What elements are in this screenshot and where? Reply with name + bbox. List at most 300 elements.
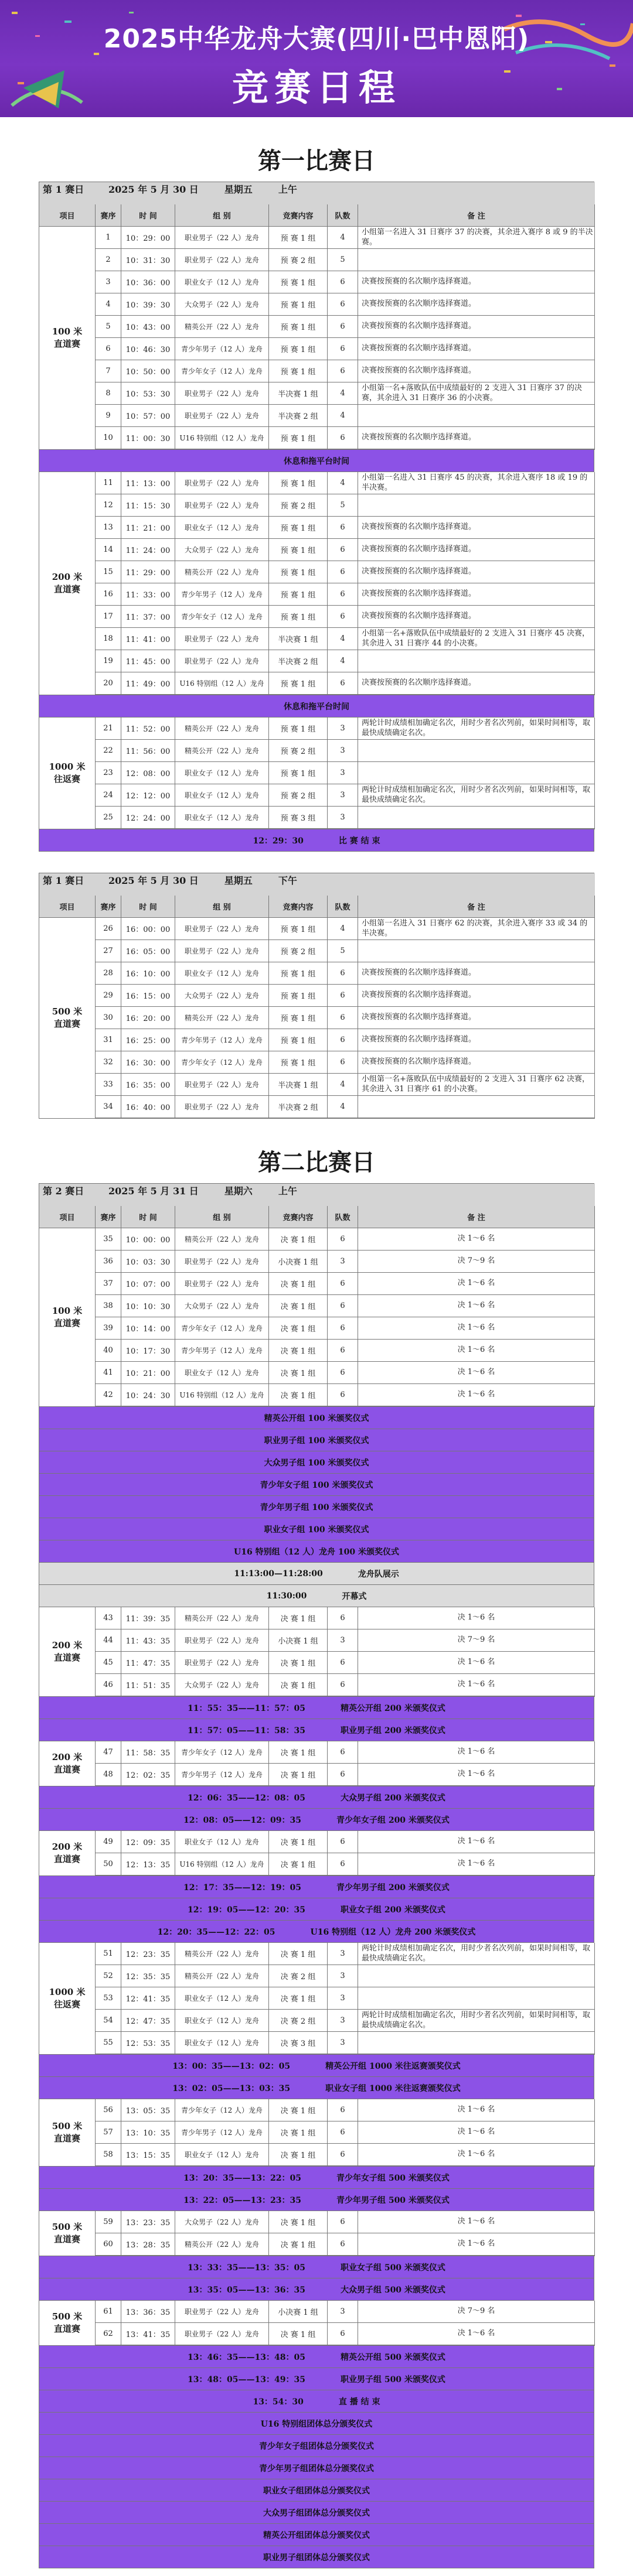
race-no: 36	[96, 1251, 121, 1273]
ceremony-bar	[39, 2278, 594, 2301]
race-note	[358, 249, 595, 271]
race-note	[358, 2032, 595, 2054]
schedule-row	[96, 762, 594, 784]
race-no: 17	[96, 606, 121, 628]
race-content: 预 赛 1 组	[269, 918, 328, 940]
event-block	[39, 1831, 594, 1876]
team-count: 4	[328, 472, 358, 494]
schedule-row	[96, 2301, 594, 2323]
race-no: 48	[96, 1764, 121, 1786]
team-count: 6	[328, 2211, 358, 2233]
race-no: 60	[96, 2233, 121, 2256]
schedule-row	[96, 1652, 594, 1674]
ceremony-bar	[39, 1876, 594, 1898]
team-count: 4	[328, 382, 358, 405]
race-note: 决 1～6 名	[358, 1340, 595, 1362]
ceremony-name: 比 赛 结 束	[338, 836, 380, 846]
ceremony-name: 大众男子组 200 米颁奖仪式	[340, 1793, 445, 1803]
day2-title: 第二比赛日	[258, 1149, 375, 1176]
schedule-row	[96, 962, 594, 985]
race-content: 小决赛 1 组	[269, 1251, 328, 1273]
event-name: 100 米 直道赛	[39, 1228, 96, 1407]
race-no: 22	[96, 740, 121, 762]
race-no: 28	[96, 962, 121, 985]
race-time: 16：30：00	[121, 1051, 175, 1074]
team-ceremony-bar: U16 特别组团体总分颁奖仪式	[39, 2413, 594, 2435]
schedule-row	[96, 405, 594, 427]
ceremony-bar	[39, 2256, 594, 2278]
schedule-row	[96, 227, 594, 249]
race-note: 决赛按预赛的名次顺序选择赛道。	[358, 1029, 595, 1051]
ceremony-name: 精英公开组 1000 米往返赛颁奖仪式	[325, 2061, 461, 2071]
race-time: 11：13：00	[121, 472, 175, 494]
race-no: 18	[96, 628, 121, 650]
race-no: 39	[96, 1317, 121, 1340]
race-group: 职业男子（22 人）龙舟	[175, 918, 269, 940]
event-name: 200 米 直道赛	[39, 472, 96, 695]
team-count: 6	[328, 427, 358, 449]
race-content: 预 赛 3 组	[269, 807, 328, 829]
schedule-row	[96, 650, 594, 672]
col-note: 备 注	[358, 1206, 595, 1228]
event-name: 1000 米 往返赛	[39, 1943, 96, 2055]
race-content: 决 赛 1 组	[269, 1987, 328, 2010]
race-note: 小组第一名+落败队伍中成绩最好的 2 支进入 31 日赛序 37 的决赛，其余进入 31 日赛序 36 的小决赛。	[358, 382, 595, 405]
col-event: 项目	[39, 1206, 96, 1228]
race-no: 16	[96, 583, 121, 606]
team-count: 6	[328, 1273, 358, 1295]
race-note: 决赛按预赛的名次顺序选择赛道。	[358, 427, 595, 449]
race-time: 12：41：35	[121, 1987, 175, 2010]
race-time: 12：02：35	[121, 1764, 175, 1786]
schedule-row	[96, 1340, 594, 1362]
race-note: 决 1～6 名	[358, 1295, 595, 1317]
ceremony-name: 职业女子组 500 米颁奖仪式	[340, 2263, 445, 2273]
race-content: 预 赛 2 组	[269, 784, 328, 807]
race-group: 职业女子（12 人）龙舟	[175, 1987, 269, 2010]
schedule-row	[96, 718, 594, 740]
event-block	[39, 1228, 594, 1407]
schedule-row	[96, 382, 594, 405]
ceremony-time: 13：20：35——13：22：05	[183, 2173, 301, 2183]
race-content: 预 赛 1 组	[269, 1007, 328, 1029]
race-no: 27	[96, 940, 121, 962]
race-group: 精英公开（22 人）龙舟	[175, 1943, 269, 1965]
ceremony-bar: 职业男子组 100 米颁奖仪式	[39, 1429, 594, 1451]
banner	[0, 0, 633, 117]
race-note: 两轮计时成绩相加确定名次，用时少者名次列前，如果时间相等，取最快成绩确定名次。	[358, 718, 595, 740]
schedule-row	[96, 1629, 594, 1652]
race-no: 55	[96, 2032, 121, 2054]
race-no: 51	[96, 1943, 121, 1965]
col-content: 竞赛内容	[269, 204, 328, 227]
ceremony-bar	[39, 1809, 594, 1831]
race-time: 12：53：35	[121, 2032, 175, 2054]
date-half: 上午	[278, 1185, 297, 1197]
race-time: 11：49：00	[121, 672, 175, 695]
ceremony-bar	[39, 1786, 594, 1809]
race-content: 预 赛 1 组	[269, 583, 328, 606]
event-block	[39, 1741, 594, 1786]
event-block	[39, 472, 594, 695]
schedule-row	[96, 293, 594, 316]
team-count: 3	[328, 2301, 358, 2323]
team-ceremony-bar: 大众男子组团体总分颁奖仪式	[39, 2502, 594, 2524]
race-note: 决 1～6 名	[358, 1741, 595, 1764]
team-count: 6	[328, 1295, 358, 1317]
race-note: 决 1～6 名	[358, 1674, 595, 1696]
team-count: 4	[328, 227, 358, 249]
race-note: 决 1～6 名	[358, 1831, 595, 1853]
race-no: 3	[96, 271, 121, 293]
event-title: 2025中华龙舟大赛(四川·巴中恩阳)	[103, 24, 530, 54]
team-count: 3	[328, 718, 358, 740]
col-content: 竞赛内容	[269, 896, 328, 918]
ceremony-time: 13：02：05——13：03：35	[172, 2083, 291, 2093]
race-content: 决 赛 1 组	[269, 1295, 328, 1317]
schedule-row	[96, 628, 594, 650]
end-bar	[39, 829, 594, 852]
race-no: 6	[96, 338, 121, 360]
race-note: 决 1～6 名	[358, 1764, 595, 1786]
race-content: 预 赛 2 组	[269, 740, 328, 762]
race-group: 青少年男子（12 人）龙舟	[175, 2121, 269, 2144]
race-no: 15	[96, 561, 121, 583]
race-note: 决 1～6 名	[358, 1607, 595, 1629]
schedule-row	[96, 1674, 594, 1696]
race-note: 决 1～6 名	[358, 2099, 595, 2121]
date-cell	[96, 182, 595, 204]
race-group: 精英公开（22 人）龙舟	[175, 718, 269, 740]
col-no: 赛序	[96, 204, 121, 227]
race-group: 精英公开（22 人）龙舟	[175, 740, 269, 762]
col-content: 竞赛内容	[269, 1206, 328, 1228]
team-count: 6	[328, 1607, 358, 1629]
col-group: 组 别	[175, 1206, 269, 1228]
race-note	[358, 1987, 595, 2010]
event-rows	[96, 472, 595, 695]
race-time: 11：47：35	[121, 1652, 175, 1674]
schedule-row	[96, 539, 594, 561]
team-count: 3	[328, 1629, 358, 1652]
race-group: 大众男子（22 人）龙舟	[175, 1674, 269, 1696]
team-count: 6	[328, 1764, 358, 1786]
race-time: 12：24：00	[121, 807, 175, 829]
race-content: 决 赛 1 组	[269, 2323, 328, 2345]
race-time: 16：05：00	[121, 940, 175, 962]
race-time: 11：52：00	[121, 718, 175, 740]
race-no: 10	[96, 427, 121, 449]
race-no: 4	[96, 293, 121, 316]
date-date: 2025 年 5 月 30 日	[108, 875, 199, 886]
race-no: 33	[96, 1074, 121, 1096]
team-count: 5	[328, 249, 358, 271]
race-content: 预 赛 1 组	[269, 360, 328, 382]
event-rows	[96, 918, 595, 1119]
schedule-row	[96, 2121, 594, 2144]
date-date: 2025 年 5 月 31 日	[108, 1185, 199, 1197]
race-group: 职业男子（22 人）龙舟	[175, 1273, 269, 1295]
schedule-row	[96, 316, 594, 338]
event-rows	[96, 1741, 595, 1786]
race-no: 40	[96, 1340, 121, 1362]
race-content: 决 赛 1 组	[269, 1317, 328, 1340]
team-count: 6	[328, 583, 358, 606]
race-content: 预 赛 1 组	[269, 718, 328, 740]
race-time: 11：39：35	[121, 1607, 175, 1629]
team-count: 6	[328, 338, 358, 360]
race-note: 决 1～6 名	[358, 1362, 595, 1384]
team-count: 6	[328, 1029, 358, 1051]
race-content: 决 赛 1 组	[269, 2121, 328, 2144]
event-rows	[96, 718, 595, 829]
team-count: 3	[328, 1251, 358, 1273]
race-content: 决 赛 2 组	[269, 1965, 328, 1987]
broadcast-end-bar	[39, 2390, 594, 2413]
team-ceremony-bar: 青少年女子组团体总分颁奖仪式	[39, 2435, 594, 2457]
event-block	[39, 227, 594, 450]
race-time: 13：10：35	[121, 2121, 175, 2144]
race-group: 青少年女子（12 人）龙舟	[175, 1317, 269, 1340]
event-block	[39, 2099, 594, 2167]
team-ceremony-bar: 职业女子组团体总分颁奖仪式	[39, 2479, 594, 2502]
team-count: 6	[328, 1652, 358, 1674]
team-count: 6	[328, 985, 358, 1007]
event-block	[39, 918, 594, 1119]
race-content: 预 赛 1 组	[269, 762, 328, 784]
race-content: 预 赛 1 组	[269, 517, 328, 539]
ceremony-time: 12：08：05——12：09：35	[183, 1815, 301, 1825]
col-time: 时 间	[121, 1206, 175, 1228]
race-group: 大众男子（22 人）龙舟	[175, 985, 269, 1007]
race-content: 决 赛 1 组	[269, 1831, 328, 1853]
race-time: 10：10：30	[121, 1295, 175, 1317]
day-label: 第 2 赛日	[39, 1184, 96, 1206]
event-block	[39, 1607, 594, 1697]
schedule-row	[96, 1096, 594, 1118]
race-note: 决 1～6 名	[358, 2233, 595, 2256]
team-count: 6	[328, 360, 358, 382]
column-header-row	[39, 896, 594, 918]
team-count: 4	[328, 650, 358, 672]
schedule-row	[96, 2144, 594, 2166]
team-count: 4	[328, 1074, 358, 1096]
race-time: 16：35：00	[121, 1074, 175, 1096]
race-content: 决 赛 2 组	[269, 2010, 328, 2032]
race-content: 小决赛 1 组	[269, 2301, 328, 2323]
race-content: 预 赛 1 组	[269, 427, 328, 449]
race-note: 决赛按预赛的名次顺序选择赛道。	[358, 293, 595, 316]
team-count: 6	[328, 672, 358, 695]
race-note: 小组第一名进入 31 日赛序 45 的决赛，其余进入赛序 18 或 19 的半决赛。	[358, 472, 595, 494]
rest-bar: 休息和拖平台时间	[39, 695, 594, 718]
schedule-row	[96, 606, 594, 628]
race-time: 11：21：00	[121, 517, 175, 539]
team-count: 6	[328, 1340, 358, 1362]
ceremony-time: 11：57：05——11：58：35	[188, 1726, 305, 1735]
event-rows	[96, 2211, 595, 2256]
race-note	[358, 1096, 595, 1118]
race-no: 21	[96, 718, 121, 740]
race-time: 11：41：00	[121, 628, 175, 650]
day-label: 第 1 赛日	[39, 182, 96, 204]
race-group: 职业男子（22 人）龙舟	[175, 1251, 269, 1273]
race-time: 12：09：35	[121, 1831, 175, 1853]
race-note: 决 1～6 名	[358, 2323, 595, 2345]
race-group: U16 特别组（12 人）龙舟	[175, 1384, 269, 1406]
date-weekday: 星期六	[224, 1185, 253, 1197]
race-no: 37	[96, 1273, 121, 1295]
schedule-row	[96, 1074, 594, 1096]
day-header-row	[39, 182, 594, 204]
ceremony-name: 大众男子组 500 米颁奖仪式	[340, 2285, 445, 2295]
schedule-row	[96, 1831, 594, 1853]
date-weekday: 星期五	[224, 184, 253, 195]
col-teams: 队数	[328, 896, 358, 918]
race-group: 职业男子（22 人）龙舟	[175, 1074, 269, 1096]
race-group: 职业女子（12 人）龙舟	[175, 2032, 269, 2054]
ceremony-bar: 精英公开组 100 米颁奖仪式	[39, 1407, 594, 1429]
race-content: 决 赛 1 组	[269, 1853, 328, 1875]
race-time: 13：15：35	[121, 2144, 175, 2166]
schedule-row	[96, 1764, 594, 1786]
race-note: 决 1～6 名	[358, 1273, 595, 1295]
team-count: 6	[328, 1741, 358, 1764]
race-content: 预 赛 1 组	[269, 606, 328, 628]
column-header-row	[39, 1206, 594, 1228]
ceremony-time: 11:30:00	[266, 1591, 307, 1601]
schedule-row	[96, 338, 594, 360]
race-group: 职业男子（22 人）龙舟	[175, 1096, 269, 1118]
race-note	[358, 762, 595, 784]
race-note	[358, 940, 595, 962]
race-time: 10：50：00	[121, 360, 175, 382]
race-note	[358, 494, 595, 517]
ceremony-bar	[39, 2167, 594, 2189]
race-no: 44	[96, 1629, 121, 1652]
race-time: 16：10：00	[121, 962, 175, 985]
race-time: 11：58：35	[121, 1741, 175, 1764]
race-time: 11：33：00	[121, 583, 175, 606]
race-content: 半决赛 2 组	[269, 650, 328, 672]
team-count: 6	[328, 1362, 358, 1384]
race-note: 两轮计时成绩相加确定名次，用时少者名次列前，如果时间相等，取最快成绩确定名次。	[358, 2010, 595, 2032]
race-group: 青少年男子（12 人）龙舟	[175, 338, 269, 360]
race-group: 职业男子（22 人）龙舟	[175, 2301, 269, 2323]
schedule-row	[96, 2233, 594, 2256]
team-count: 5	[328, 940, 358, 962]
ceremony-bar: 青少年女子组 100 米颁奖仪式	[39, 1474, 594, 1496]
team-count: 3	[328, 784, 358, 807]
race-note: 决赛按预赛的名次顺序选择赛道。	[358, 338, 595, 360]
race-note: 决 7～9 名	[358, 1629, 595, 1652]
race-note: 决 7～9 名	[358, 2301, 595, 2323]
race-group: 青少年女子（12 人）龙舟	[175, 2099, 269, 2121]
ceremony-bar	[39, 2368, 594, 2390]
team-count: 4	[328, 918, 358, 940]
race-no: 11	[96, 472, 121, 494]
race-note: 决赛按预赛的名次顺序选择赛道。	[358, 517, 595, 539]
race-content: 预 赛 1 组	[269, 1029, 328, 1051]
race-no: 32	[96, 1051, 121, 1074]
event-name: 200 米 直道赛	[39, 1607, 96, 1697]
ceremony-bar	[39, 1898, 594, 1921]
race-note	[358, 807, 595, 829]
ceremony-name: 职业女子组 1000 米往返赛颁奖仪式	[325, 2083, 461, 2093]
race-content: 决 赛 1 组	[269, 1674, 328, 1696]
day1-title: 第一比赛日	[258, 148, 375, 175]
race-time: 11：15：30	[121, 494, 175, 517]
schedule-row	[96, 985, 594, 1007]
race-time: 11：45：00	[121, 650, 175, 672]
ceremony-bar: 青少年男子组 100 米颁奖仪式	[39, 1496, 594, 1518]
race-no: 52	[96, 1965, 121, 1987]
race-note: 决 1～6 名	[358, 1228, 595, 1251]
race-note: 决 1～6 名	[358, 2211, 595, 2233]
race-group: 职业男子（22 人）龙舟	[175, 382, 269, 405]
race-content: 预 赛 2 组	[269, 940, 328, 962]
race-note: 决 1～6 名	[358, 1853, 595, 1875]
race-group: 职业女子（12 人）龙舟	[175, 2144, 269, 2166]
race-group: 精英公开（22 人）龙舟	[175, 316, 269, 338]
race-content: 决 赛 1 组	[269, 1340, 328, 1362]
race-content: 决 赛 1 组	[269, 1741, 328, 1764]
ceremony-time: 13：54：30	[253, 2397, 304, 2407]
team-count: 6	[328, 293, 358, 316]
race-content: 半决赛 2 组	[269, 405, 328, 427]
event-block	[39, 2301, 594, 2346]
ceremony-name: 职业女子组 200 米颁奖仪式	[340, 1905, 445, 1915]
race-group: 职业女子（12 人）龙舟	[175, 517, 269, 539]
col-time: 时 间	[121, 204, 175, 227]
race-content: 预 赛 1 组	[269, 962, 328, 985]
schedule-row	[96, 249, 594, 271]
team-count: 4	[328, 628, 358, 650]
col-event: 项目	[39, 896, 96, 918]
race-group: 职业女子（12 人）龙舟	[175, 962, 269, 985]
race-time: 10：36：00	[121, 271, 175, 293]
race-group: 精英公开（22 人）龙舟	[175, 2233, 269, 2256]
team-count: 6	[328, 1228, 358, 1251]
schedule-row	[96, 360, 594, 382]
race-time: 10：57：00	[121, 405, 175, 427]
race-group: 职业女子（12 人）龙舟	[175, 1831, 269, 1853]
schedule-row	[96, 1384, 594, 1406]
race-group: U16 特别组（12 人）龙舟	[175, 672, 269, 695]
race-time: 11：37：00	[121, 606, 175, 628]
team-count: 6	[328, 561, 358, 583]
col-note: 备 注	[358, 204, 595, 227]
race-note	[358, 650, 595, 672]
schedule-row	[96, 1051, 594, 1074]
race-time: 10：03：30	[121, 1251, 175, 1273]
team-count: 3	[328, 2010, 358, 2032]
schedule-row	[96, 583, 594, 606]
race-no: 54	[96, 2010, 121, 2032]
col-note: 备 注	[358, 896, 595, 918]
schedule-row	[96, 1853, 594, 1875]
race-note: 决赛按预赛的名次顺序选择赛道。	[358, 561, 595, 583]
race-group: 职业男子（22 人）龙舟	[175, 628, 269, 650]
race-group: 职业男子（22 人）龙舟	[175, 650, 269, 672]
race-no: 24	[96, 784, 121, 807]
race-content: 预 赛 2 组	[269, 494, 328, 517]
team-count: 3	[328, 1987, 358, 2010]
schedule-row	[96, 1251, 594, 1273]
race-time: 10：07：00	[121, 1273, 175, 1295]
race-group: 青少年男子（12 人）龙舟	[175, 1029, 269, 1051]
schedule-row	[96, 1607, 594, 1629]
